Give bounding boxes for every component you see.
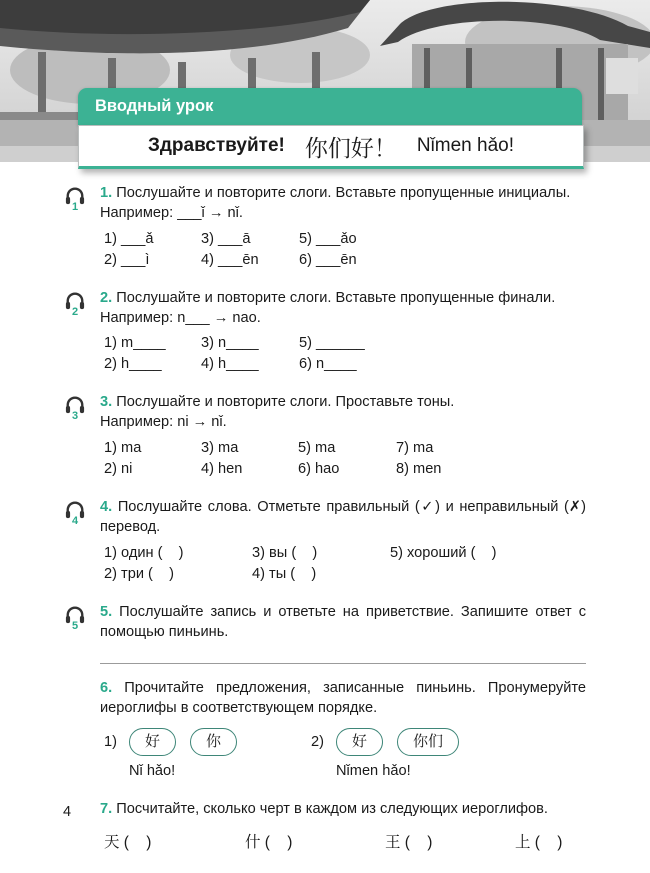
exercise-5 [71,603,586,643]
exercise-items [104,545,586,582]
exercise-number: 7. [100,800,113,817]
exercise-item: 2) h____ [104,356,162,373]
title-chinese: 你们好！ [304,135,397,162]
exercise-instruction [100,184,586,224]
hanzi-card: 好 [129,728,176,756]
exercise-instruction [100,603,586,643]
exercise-item: 4) h____ [201,356,259,373]
hanzi-group-1 [104,728,237,779]
exercise-instruction [100,289,586,329]
exercise-number: 5. [100,603,113,620]
lesson-banner [78,88,582,125]
exercise-item: 6) n____ [299,356,357,373]
instruction-text: Послушайте и повторите слоги. Проставьте тоны. [116,394,455,411]
exercise-number: 6. [100,680,113,697]
instruction-text: Прочитайте предложения, записанные пиньинь. Пронумеруйте иероглифы в соответствующем порядке. [100,680,586,717]
exercise-item: 5) хороший ( ) [390,544,497,561]
exercise-instruction [100,800,586,820]
exercise-item: 天 ( ) [104,833,152,851]
instruction-text: Послушайте запись и ответьте на приветствие. Запишите ответ с помощью пиньинь. [100,603,586,640]
audio-track-number: 5 [71,619,79,632]
exercise-7 [100,800,586,852]
exercise-items [104,231,586,268]
exercise-item: 3) n____ [201,335,259,352]
title-russian: Здравствуйте! [147,135,285,156]
audio-track-number: 2 [71,305,79,318]
instruction-text: Послушайте и повторите слоги. Вставьте пропущенные инициалы. [116,185,571,201]
audio-marker-3 [61,394,89,422]
exercise-item: 4) ты ( ) [252,565,317,582]
exercise-item: 6) ___ēn [299,251,357,268]
group-label: 2) [311,734,324,750]
exercise-item: 1) ___ǎ [104,230,154,247]
exercise-6 [100,679,586,778]
exercise-item: 3) ___ā [201,230,251,247]
hanzi-cards [336,728,459,756]
exercise-item: 3) ma [201,440,239,457]
instruction-text: Послушайте слова. Отметьте правильный (✓) и неправильный (✗) перевод. [100,499,586,535]
exercise-number: 2. [100,289,113,306]
audio-marker-4 [61,499,89,527]
exercise-item: 6) hao [298,461,340,478]
exercise-instruction [100,498,586,538]
exercise-item: 5) ma [298,440,336,457]
exercise-2 [71,289,586,373]
exercise-item: 上 ( ) [515,833,563,851]
exercise-number: 1. [100,185,113,201]
hanzi-group-2 [311,728,459,779]
exercise-item: 2) ___ì [104,251,150,268]
exercise-item: 1) один ( ) [104,544,184,561]
instruction-text: Послушайте и повторите слоги. Вставьте пропущенные финали. [116,289,556,306]
exercise-1 [71,184,586,268]
example-text: Например: ni → nǐ. [100,414,227,431]
exercise-number: 3. [100,394,113,411]
pinyin-sentence: Nǐmen hǎo! [336,762,411,779]
group-label: 1) [104,734,117,750]
lesson-banner-label: Вводный урок [95,97,214,115]
exercise-item: 2) три ( ) [104,565,174,582]
exercise-item: 3) вы ( ) [252,544,318,561]
pinyin-sentence: Nǐ hǎo! [128,762,176,779]
exercise-4 [71,498,586,582]
audio-track-number: 1 [71,201,79,213]
audio-track-number: 4 [71,515,79,528]
exercise-item: 5) ______ [299,335,365,352]
audio-marker-5 [61,604,89,632]
page-content [71,184,586,873]
exercise-instruction [100,393,586,433]
hanzi-card: 好 [336,728,383,756]
exercise-item: 4) ___ēn [201,251,259,268]
exercise-item: 什 ( ) [245,833,293,851]
audio-marker-2 [61,290,89,318]
exercise-items [104,335,586,372]
audio-track-number: 3 [71,410,79,423]
exercise-instruction [100,679,586,719]
exercise-number: 4. [100,499,113,516]
example-text: Например: ___ǐ → nǐ. [100,204,243,221]
exercise-items [104,830,586,852]
exercise-items [104,440,586,477]
title-pinyin: Nǐmen hǎo! [416,135,515,156]
exercise-item: 王 ( ) [385,833,433,851]
example-text: Например: n___ → nao. [100,309,261,326]
exercise-item: 1) ma [104,440,142,457]
exercise-item: 5) ___ǎo [299,230,357,247]
page-number: 4 [63,804,72,820]
exercise-item: 7) ma [396,440,434,457]
audio-marker-1 [61,185,89,213]
exercise-item: 4) hen [201,461,243,478]
hanzi-cards [129,728,237,756]
section-divider [100,663,586,664]
hanzi-card: 你 [190,728,237,756]
exercise-item: 2) ni [104,461,133,478]
exercise-item: 8) men [396,461,442,478]
hanzi-card: 你们 [397,728,459,756]
exercise-item: 1) m____ [104,335,166,352]
instruction-text: Посчитайте, сколько черт в каждом из следующих иероглифов. [116,800,548,817]
hanzi-groups [104,728,586,779]
exercise-3 [71,393,586,478]
lesson-title [78,125,584,169]
